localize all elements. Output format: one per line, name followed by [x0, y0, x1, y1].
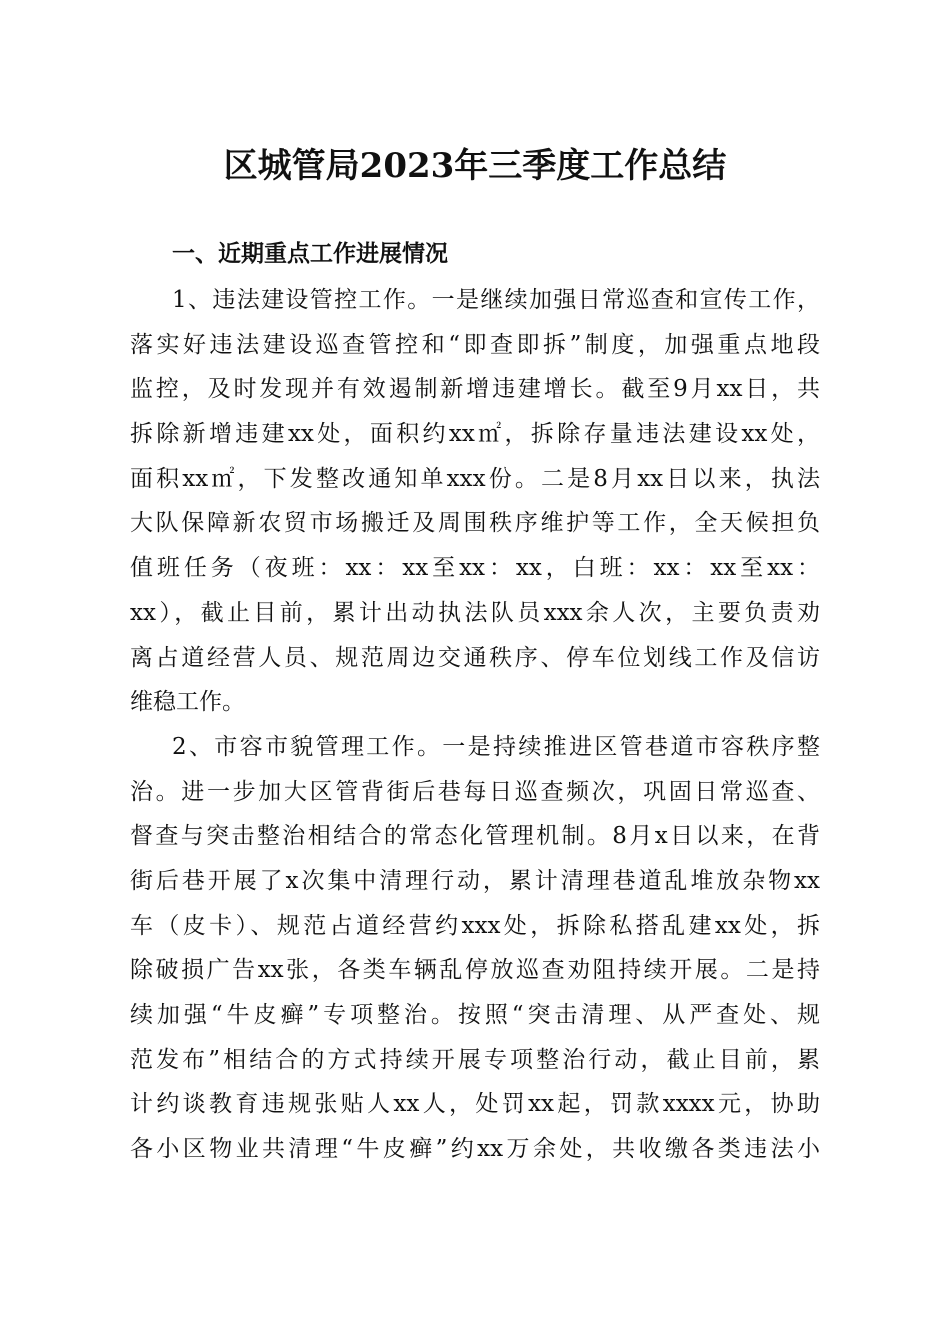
- text-line: 计约谈教育违规张贴人xx人，处罚xx起，罚款xxxx元，协助: [130, 1091, 820, 1118]
- section-heading: 一、近期重点工作进展情况: [172, 241, 448, 267]
- text-line: 各小区物业共清理“牛皮癣”约xx万余处，共收缴各类违法小: [130, 1136, 820, 1163]
- text-line: 维稳工作。: [130, 689, 245, 716]
- text-line: 监控，及时发现并有效遏制新增违建增长。截至9月xx日，共: [130, 376, 820, 403]
- text-line: 值班任务（夜班：xx：xx至xx：xx，白班：xx：xx至xx：: [130, 555, 820, 582]
- text-line: 大队保障新农贸市场搬迁及周围秩序维护等工作，全天候担负: [130, 510, 820, 537]
- text-line: 落实好违法建设巡查管控和“即查即拆”制度，加强重点地段: [130, 331, 820, 358]
- text-line: 1、违法建设管控工作。一是继续加强日常巡查和宣传工作，: [172, 287, 820, 313]
- text-line: 2、市容市貌管理工作。一是持续推进区管巷道市容秩序整: [172, 733, 820, 760]
- text-line: 街后巷开展了x次集中清理行动，累计清理巷道乱堆放杂物xx: [130, 867, 820, 894]
- text-line: 范发布”相结合的方式持续开展专项整治行动，截止目前，累: [130, 1046, 820, 1073]
- paragraph-city-appearance: [130, 725, 820, 1172]
- text-line: 续加强“牛皮癣”专项整治。按照“突击清理、从严查处、规: [130, 1002, 820, 1028]
- paragraph-illegal-construction: [130, 278, 820, 725]
- text-line: 离占道经营人员、规范周边交通秩序、停车位划线工作及信访: [130, 644, 820, 671]
- document-title: 区城管局2023年三季度工作总结: [223, 146, 727, 186]
- text-line: 除破损广告xx张，各类车辆乱停放巡查劝阻持续开展。二是持: [130, 957, 820, 984]
- text-line: 治。进一步加大区管背街后巷每日巡查频次，巩固日常巡查、: [130, 778, 820, 805]
- text-line: 面积xx㎡，下发整改通知单xxx份。二是8月xx日以来，执法: [130, 465, 820, 492]
- text-line: 车（皮卡）、规范占道经营约xxx处，拆除私搭乱建xx处，拆: [130, 912, 820, 939]
- text-line: 督查与突击整治相结合的常态化管理机制。8月x日以来，在背: [130, 823, 820, 850]
- text-line: xx），截止目前，累计出动执法队员xxx余人次，主要负责劝: [130, 599, 820, 626]
- text-line: 拆除新增违建xx处，面积约xx㎡，拆除存量违法建设xx处，: [130, 421, 820, 448]
- document-body: [130, 278, 820, 1172]
